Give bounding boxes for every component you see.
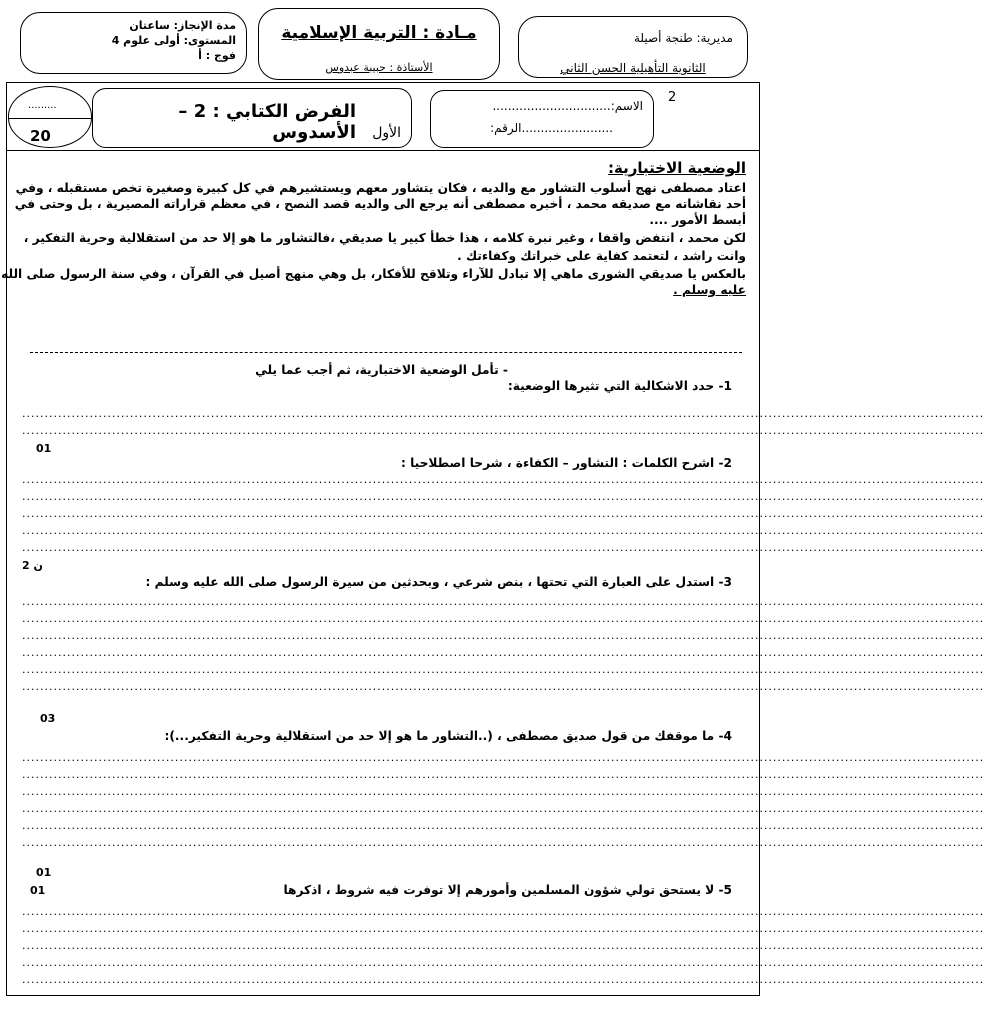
situation-line: اعتاد مصطفى نهج أسلوب التشاور مع والديه ، فكان يتشاور معهم ويستشيرهم في كل كبيرة وصغيرة تخص مستقبله ، وفي — [15, 181, 746, 195]
answer-line[interactable]: ...................................................................................................................................................................................................................... — [22, 922, 984, 935]
total-score: 20 — [30, 127, 51, 145]
duration-text: مدة الإنجاز: ساعتان — [129, 19, 236, 32]
answer-line[interactable]: ...................................................................................................................................................................................................................... — [22, 785, 984, 798]
situation-line: بالعكس يا صديقي الشورى ماهي إلا تبادل للآراء وتلاقح للأفكار، بل وهي منهج أصيل في القرآن ، وفي سنة الرسول صلى الله — [1, 267, 746, 281]
exam-title: الفرض الكتابي : 2 – الأسدوس — [178, 101, 356, 143]
answer-line[interactable]: ...................................................................................................................................................................................................................... — [22, 646, 984, 659]
section-divider — [30, 352, 742, 353]
answer-line[interactable]: ...................................................................................................................................................................................................................... — [22, 473, 984, 486]
teacher-name: الأستاذة : حبيبة عبدوس — [325, 61, 433, 74]
score-blank: ......... — [28, 100, 57, 111]
exam-number: 2 — [668, 90, 677, 105]
group-text: فوج : أ — [198, 49, 236, 62]
answer-line[interactable]: ...................................................................................................................................................................................................................... — [22, 939, 984, 952]
subject-title: مـادة : التربية الإسلامية — [281, 23, 477, 43]
answer-line[interactable]: ...................................................................................................................................................................................................................... — [22, 424, 984, 437]
answer-line[interactable]: ...................................................................................................................................................................................................................... — [22, 407, 984, 420]
exam-info-box — [20, 12, 247, 74]
answer-line[interactable]: ...................................................................................................................................................................................................................... — [22, 612, 984, 625]
question-4: 4- ما موقفك من قول صديق مصطفى ، (..التشاور ما هو إلا حد من استقلالية وحرية التفكير...): — [164, 729, 732, 743]
situation-line: أبسط الأمور .... — [649, 213, 746, 227]
answer-line[interactable]: ...................................................................................................................................................................................................................... — [22, 663, 984, 676]
question-2: 2- اشرح الكلمات : التشاور – الكفاءة ، شرحا اصطلاحيا : — [400, 456, 732, 470]
question-score: 03 — [40, 712, 56, 725]
header-divider — [6, 150, 760, 151]
answer-line[interactable]: ...................................................................................................................................................................................................................... — [22, 629, 984, 642]
answer-line[interactable]: ...................................................................................................................................................................................................................... — [22, 836, 984, 849]
answer-line[interactable]: ...................................................................................................................................................................................................................... — [22, 541, 984, 554]
answer-line[interactable]: ...................................................................................................................................................................................................................... — [22, 819, 984, 832]
question-score: 01 — [30, 884, 46, 897]
situation-line: وانت راشد ، لتعتمد كفاية على خبراتك وكفاءتك . — [457, 249, 746, 263]
school-name: الثانوية التأهيلية الحسن الثاني — [560, 61, 706, 75]
directorate-text: مديرية: طنجة أصيلة — [633, 31, 733, 45]
school-box — [518, 16, 748, 78]
student-info-box — [430, 90, 654, 148]
answer-line[interactable]: ...................................................................................................................................................................................................................... — [22, 490, 984, 503]
answer-line[interactable]: ...................................................................................................................................................................................................................... — [22, 802, 984, 815]
answer-line[interactable]: ...................................................................................................................................................................................................................... — [22, 973, 984, 986]
situation-line: أحد نقاشاته مع صديقه محمد ، أخبره مصطفى أنه يرجع الى والديه قصد النصح ، في معظم قراراته المصيرية ، بل وحتى في — [14, 197, 746, 211]
id-field[interactable]: :الرقم........................ — [490, 121, 613, 135]
answer-line[interactable]: ...................................................................................................................................................................................................................... — [22, 595, 984, 608]
subject-box — [258, 8, 500, 80]
score-divider — [8, 118, 92, 119]
instruction-text: - تأمل الوضعية الاختبارية، ثم أجب عما يلي — [255, 363, 508, 377]
situation-heading: الوضعية الاختبارية: — [608, 159, 746, 177]
answer-line[interactable]: ...................................................................................................................................................................................................................... — [22, 956, 984, 969]
answer-line[interactable]: ...................................................................................................................................................................................................................... — [22, 751, 984, 764]
exam-title-box — [92, 88, 412, 148]
answer-line[interactable]: ...................................................................................................................................................................................................................... — [22, 680, 984, 693]
level-text: المستوى: أولى علوم 4 — [111, 34, 236, 47]
question-score: 01 — [36, 442, 52, 455]
question-3: 3- استدل على العبارة التي تحتها ، بنص شرعي ، وبحدثين من سيرة الرسول صلى الله عليه وسلم : — [145, 575, 732, 589]
question-score: 01 — [36, 866, 52, 879]
answer-line[interactable]: ...................................................................................................................................................................................................................... — [22, 524, 984, 537]
exam-semester: الأول — [372, 125, 401, 141]
name-field[interactable]: الاسم:............................... — [492, 99, 643, 113]
question-score: 2 ن — [22, 559, 43, 572]
question-5: 5- لا يستحق تولي شؤون المسلمين وأمورهم إلا توفرت فيه شروط ، اذكرها — [283, 883, 732, 897]
answer-line[interactable]: ...................................................................................................................................................................................................................... — [22, 507, 984, 520]
situation-line: عليه وسلم . — [673, 283, 746, 297]
situation-line: لكن محمد ، انتفض واقفا ، وغير نبرة كلامه ، هذا خطأ كبير يا صديقي ،فالتشاور ما هو إلا حد من استقلالية وحرية التفكير ، — [23, 231, 746, 245]
answer-line[interactable]: ...................................................................................................................................................................................................................... — [22, 768, 984, 781]
answer-line[interactable]: ...................................................................................................................................................................................................................... — [22, 905, 984, 918]
question-1: 1- حدد الاشكالية التي تثيرها الوضعية: — [507, 379, 732, 393]
